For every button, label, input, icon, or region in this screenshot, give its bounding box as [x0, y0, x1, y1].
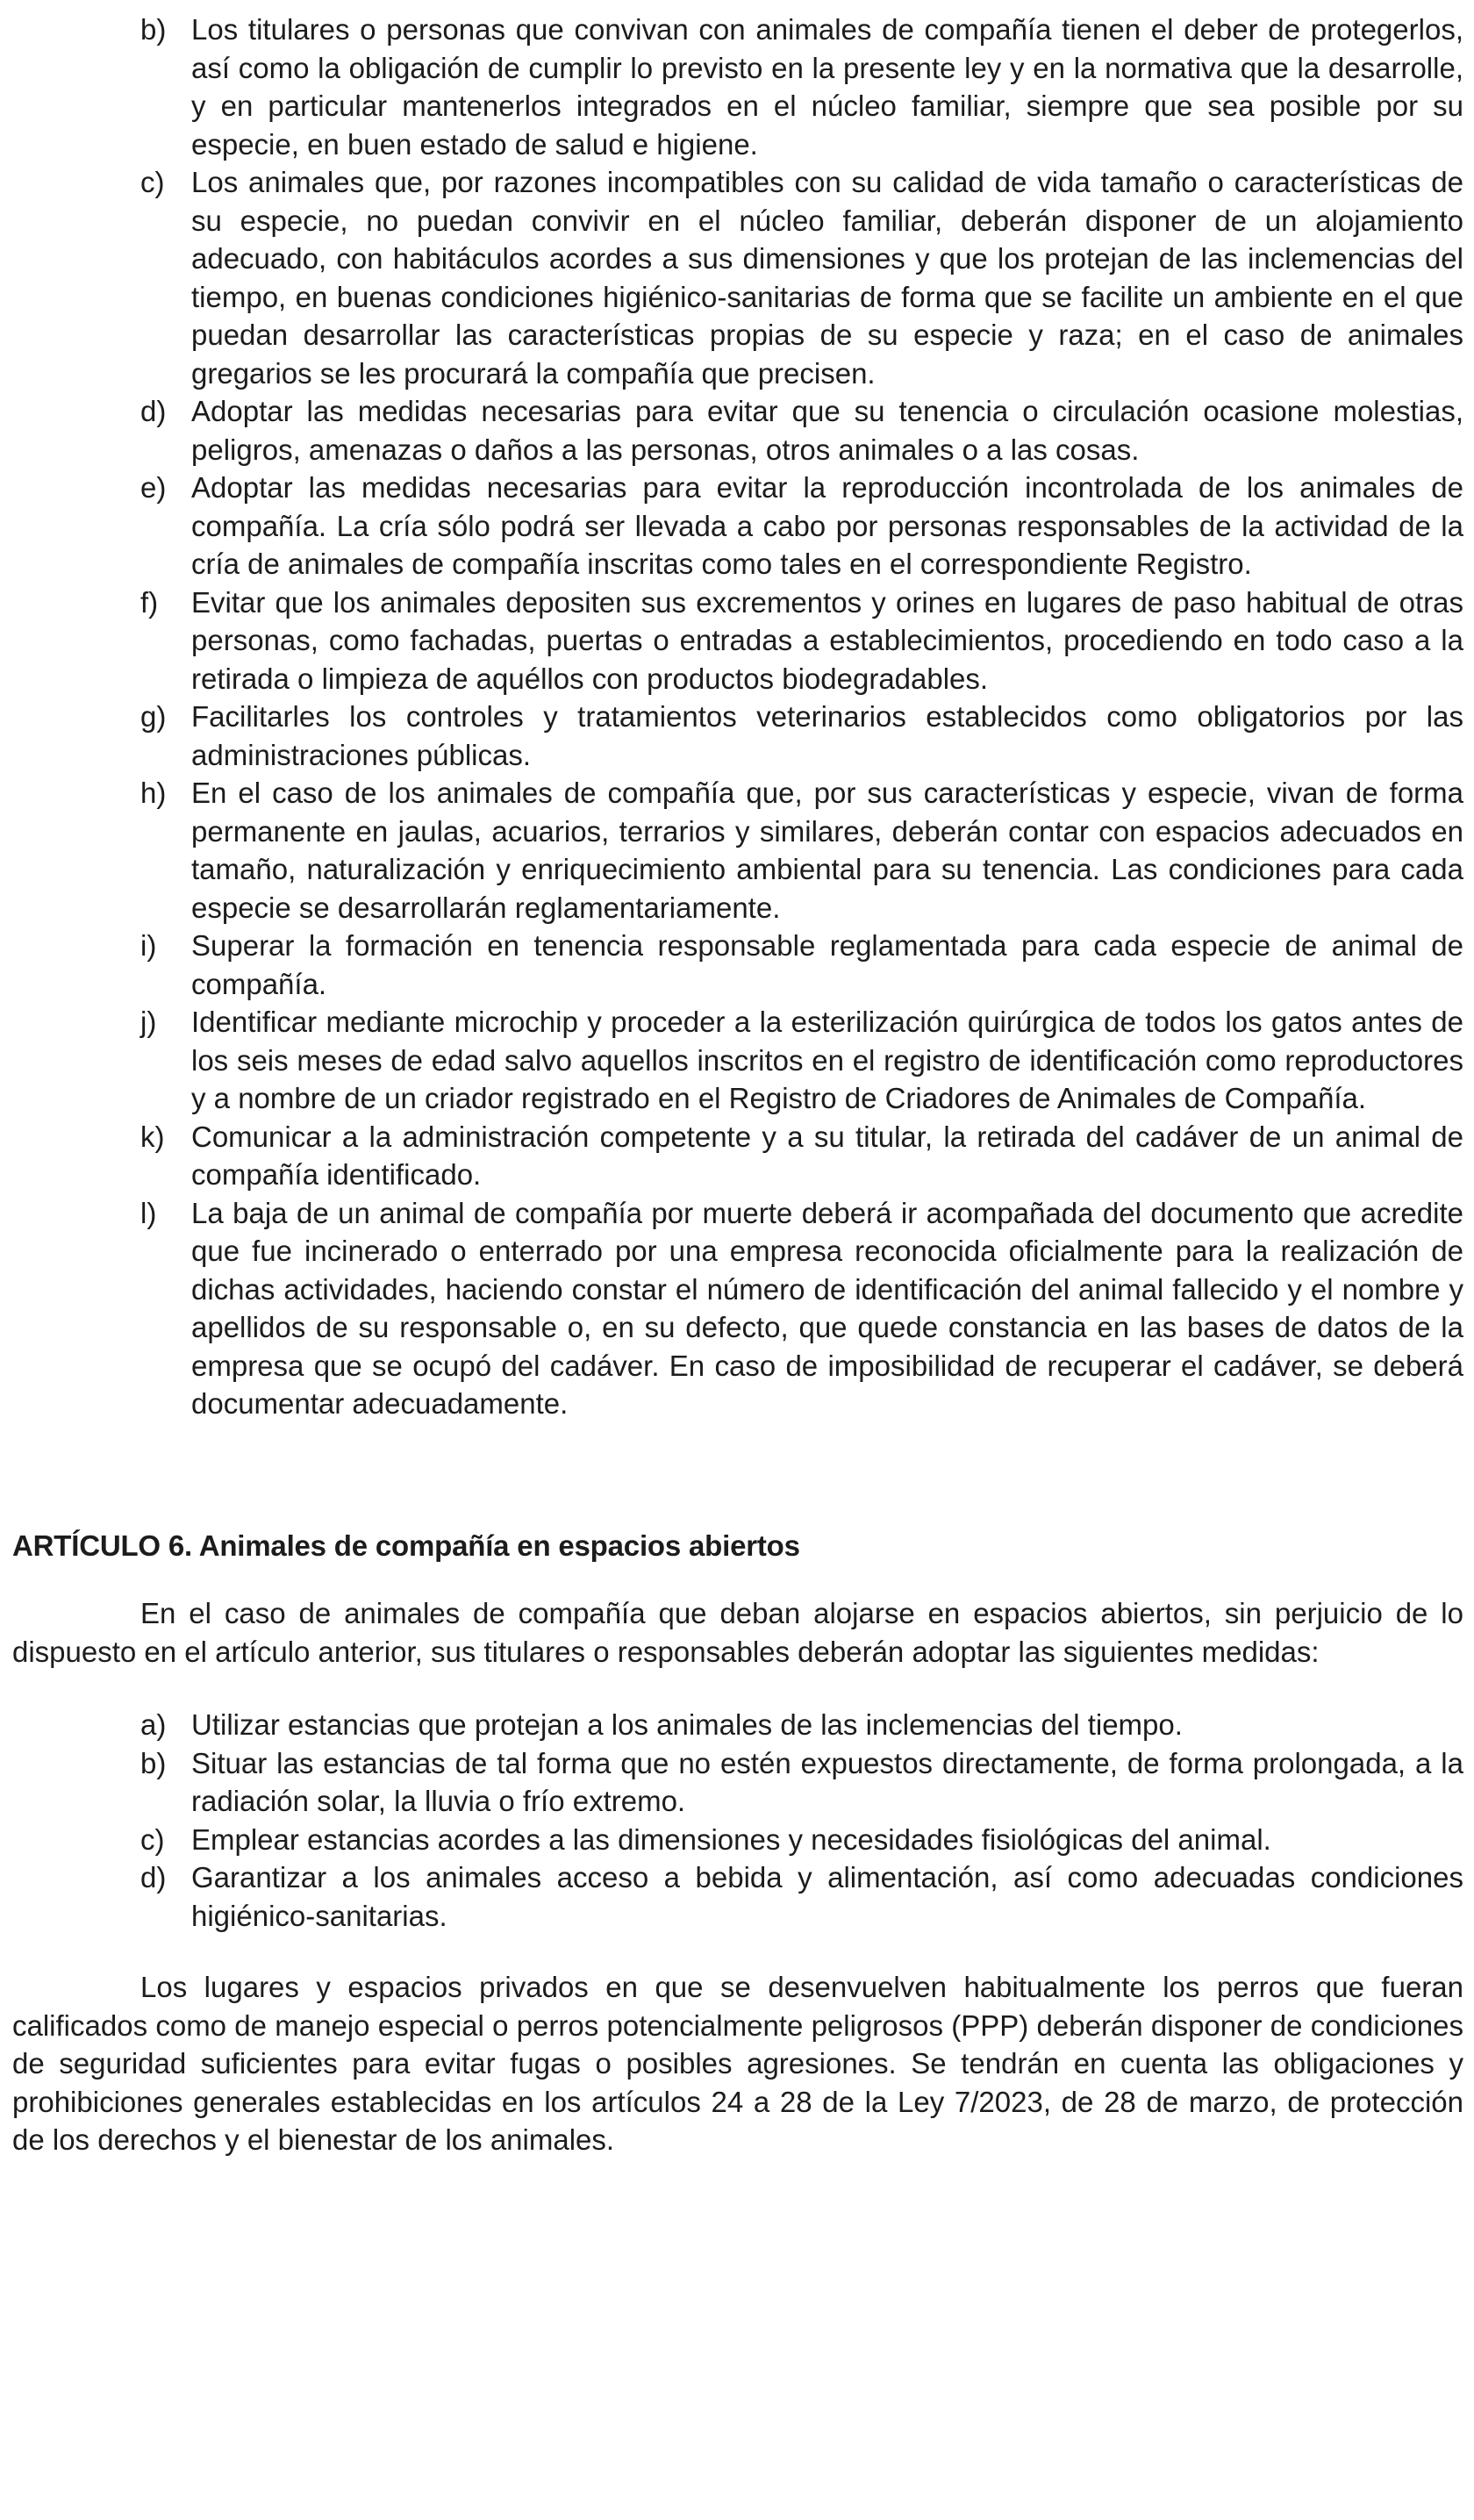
- article-closing-paragraph: Los lugares y espacios privados en que se desenvuelven habitualmente los perros que fueran calificados como de manejo especial o perros potencialmente peligrosos (PPP) deberán disponer de condiciones de seguridad suficientes para evitar fugas o posibles agresiones. Se tendrán en cuenta las obligaciones y prohibiciones generales establecidas en los artículos 24 a 28 de la Ley 7/2023, de 28 de marzo, de protección de los derechos y el bienestar de los animales.: [12, 1971, 1463, 2156]
- list-item-text: Emplear estancias acordes a las dimensiones y necesidades fisiológicas del animal.: [191, 1822, 1271, 1856]
- list-item-l: [12, 1194, 1463, 1423]
- list-item-e: [12, 469, 1463, 583]
- list-item-j: [12, 1003, 1463, 1118]
- list-item-text: Utilizar estancias que protejan a los animales de las inclemencias del tiempo.: [191, 1708, 1183, 1741]
- list-item-text: Adoptar las medidas necesarias para evitar que su tenencia o circulación ocasione molestias, peligros, amenazas o daños a las personas, otros animales o a las cosas.: [191, 395, 1463, 466]
- measure-item-c: [12, 1821, 1463, 1859]
- list-marker: f): [140, 585, 159, 619]
- list-item-i: [12, 927, 1463, 1003]
- list-marker: d): [140, 1861, 167, 1894]
- list-item-text: Los titulares o personas que convivan con animales de compañía tienen el deber de protegerlos, así como la obligación de cumplir lo previsto en la presente ley y en la normativa que la desarrolle, y en particular mantenerlos integrados en el núcleo familiar, siempre que sea posible por su especie, en buen estado de salud e higiene.: [191, 13, 1463, 161]
- list-item-text: Facilitarles los controles y tratamientos veterinarios establecidos como obligatorios por las administraciones públicas.: [191, 700, 1463, 771]
- article-heading: ARTÍCULO 6. Animales de compañía en espacios abiertos: [12, 1528, 800, 1562]
- list-item-d: [12, 392, 1463, 469]
- list-marker: a): [140, 1708, 167, 1741]
- list-marker: e): [140, 471, 167, 504]
- measures-list: [12, 1706, 1463, 1935]
- list-marker: d): [140, 395, 167, 427]
- list-marker: b): [140, 1746, 167, 1779]
- list-item-text: La baja de un animal de compañía por muerte deberá ir acompañada del documento que acredite que fue incinerado o enterrado por una empresa reconocida oficialmente para la realización de dichas actividades, haciendo constar el número de identificación del animal fallecido y el nombre y apellidos de su responsable o, en su defecto, que quede constancia en las bases de datos de la empresa que se ocupó del cadáver. En caso de imposibilidad de recuperar el cadáver, se deberá documentar adecuadamente.: [191, 1196, 1463, 1420]
- list-item-text: Los animales que, por razones incompatibles con su calidad de vida tamaño o características de su especie, no puedan convivir en el núcleo familiar, deberán disponer de un alojamiento adecuado, con habitáculos acordes a sus dimensiones y que los protejan de las inclemencias del tiempo, en buenas condiciones higiénico-sanitarias de forma que se facilite un ambiente en el que puedan desarrollar las características propias de su especie y raza; en el caso de animales gregarios se les procurará la compañía que precisen.: [191, 166, 1463, 390]
- list-marker: l): [140, 1196, 157, 1229]
- list-item-g: [12, 698, 1463, 774]
- list-item-text: Adoptar las medidas necesarias para evitar la reproducción incontrolada de los animales de compañía. La cría sólo podrá ser llevada a cabo por personas responsables de la actividad de la cría de animales de compañía inscritas como tales en el correspondiente Registro.: [191, 471, 1463, 580]
- list-item-text: Comunicar a la administración competente y a su titular, la retirada del cadáver de un animal de compañía identificado.: [191, 1120, 1463, 1191]
- list-marker: b): [140, 13, 167, 46]
- list-marker: c): [140, 166, 165, 198]
- list-marker: c): [140, 1822, 165, 1856]
- list-item-text: Evitar que los animales depositen sus excrementos y orines en lugares de paso habitual de otras personas, como fachadas, puertas o entradas a establecimientos, procediendo en todo caso a la retirada o limpieza de aquéllos con productos biodegradables.: [191, 585, 1463, 695]
- list-marker: h): [140, 777, 167, 809]
- list-marker: g): [140, 700, 167, 733]
- list-marker: i): [140, 929, 157, 962]
- list-item-h: [12, 774, 1463, 927]
- measure-item-a: [12, 1706, 1463, 1744]
- list-marker: j): [140, 1006, 157, 1038]
- list-item-text: Superar la formación en tenencia responsable reglamentada para cada especie de animal de compañía.: [191, 929, 1463, 1000]
- article-intro-paragraph: En el caso de animales de compañía que deban alojarse en espacios abiertos, sin perjuicio de lo dispuesto en el artículo anterior, sus titulares o responsables deberán adoptar las siguientes medidas:: [12, 1597, 1463, 1668]
- measure-item-b: [12, 1744, 1463, 1821]
- document-page: [12, 11, 1463, 2159]
- list-item-text: Garantizar a los animales acceso a bebida y alimentación, así como adecuadas condiciones higiénico-sanitarias.: [191, 1861, 1463, 1932]
- list-item-f: [12, 583, 1463, 698]
- obligations-list: [12, 11, 1463, 1423]
- list-marker: k): [140, 1120, 165, 1153]
- list-item-text: Identificar mediante microchip y proceder a la esterilización quirúrgica de todos los gatos antes de los seis meses de edad salvo aquellos inscritos en el registro de identificación como reproductores y a nombre de un criador registrado en el Registro de Criadores de Animales de Compañía.: [191, 1006, 1463, 1114]
- list-item-text: En el caso de los animales de compañía que, por sus características y especie, vivan de forma permanente en jaulas, acuarios, terrarios y similares, deberán contar con espacios adecuados en tamaño, naturalización y enriquecimiento ambiental para su tenencia. Las condiciones para cada especie se desarrollarán reglamentariamente.: [191, 777, 1463, 924]
- list-item-c: [12, 163, 1463, 392]
- list-item-text: Situar las estancias de tal forma que no estén expuestos directamente, de forma prolongada, a la radiación solar, la lluvia o frío extremo.: [191, 1746, 1463, 1817]
- measure-item-d: [12, 1858, 1463, 1935]
- list-item-b: [12, 11, 1463, 163]
- list-item-k: [12, 1118, 1463, 1194]
